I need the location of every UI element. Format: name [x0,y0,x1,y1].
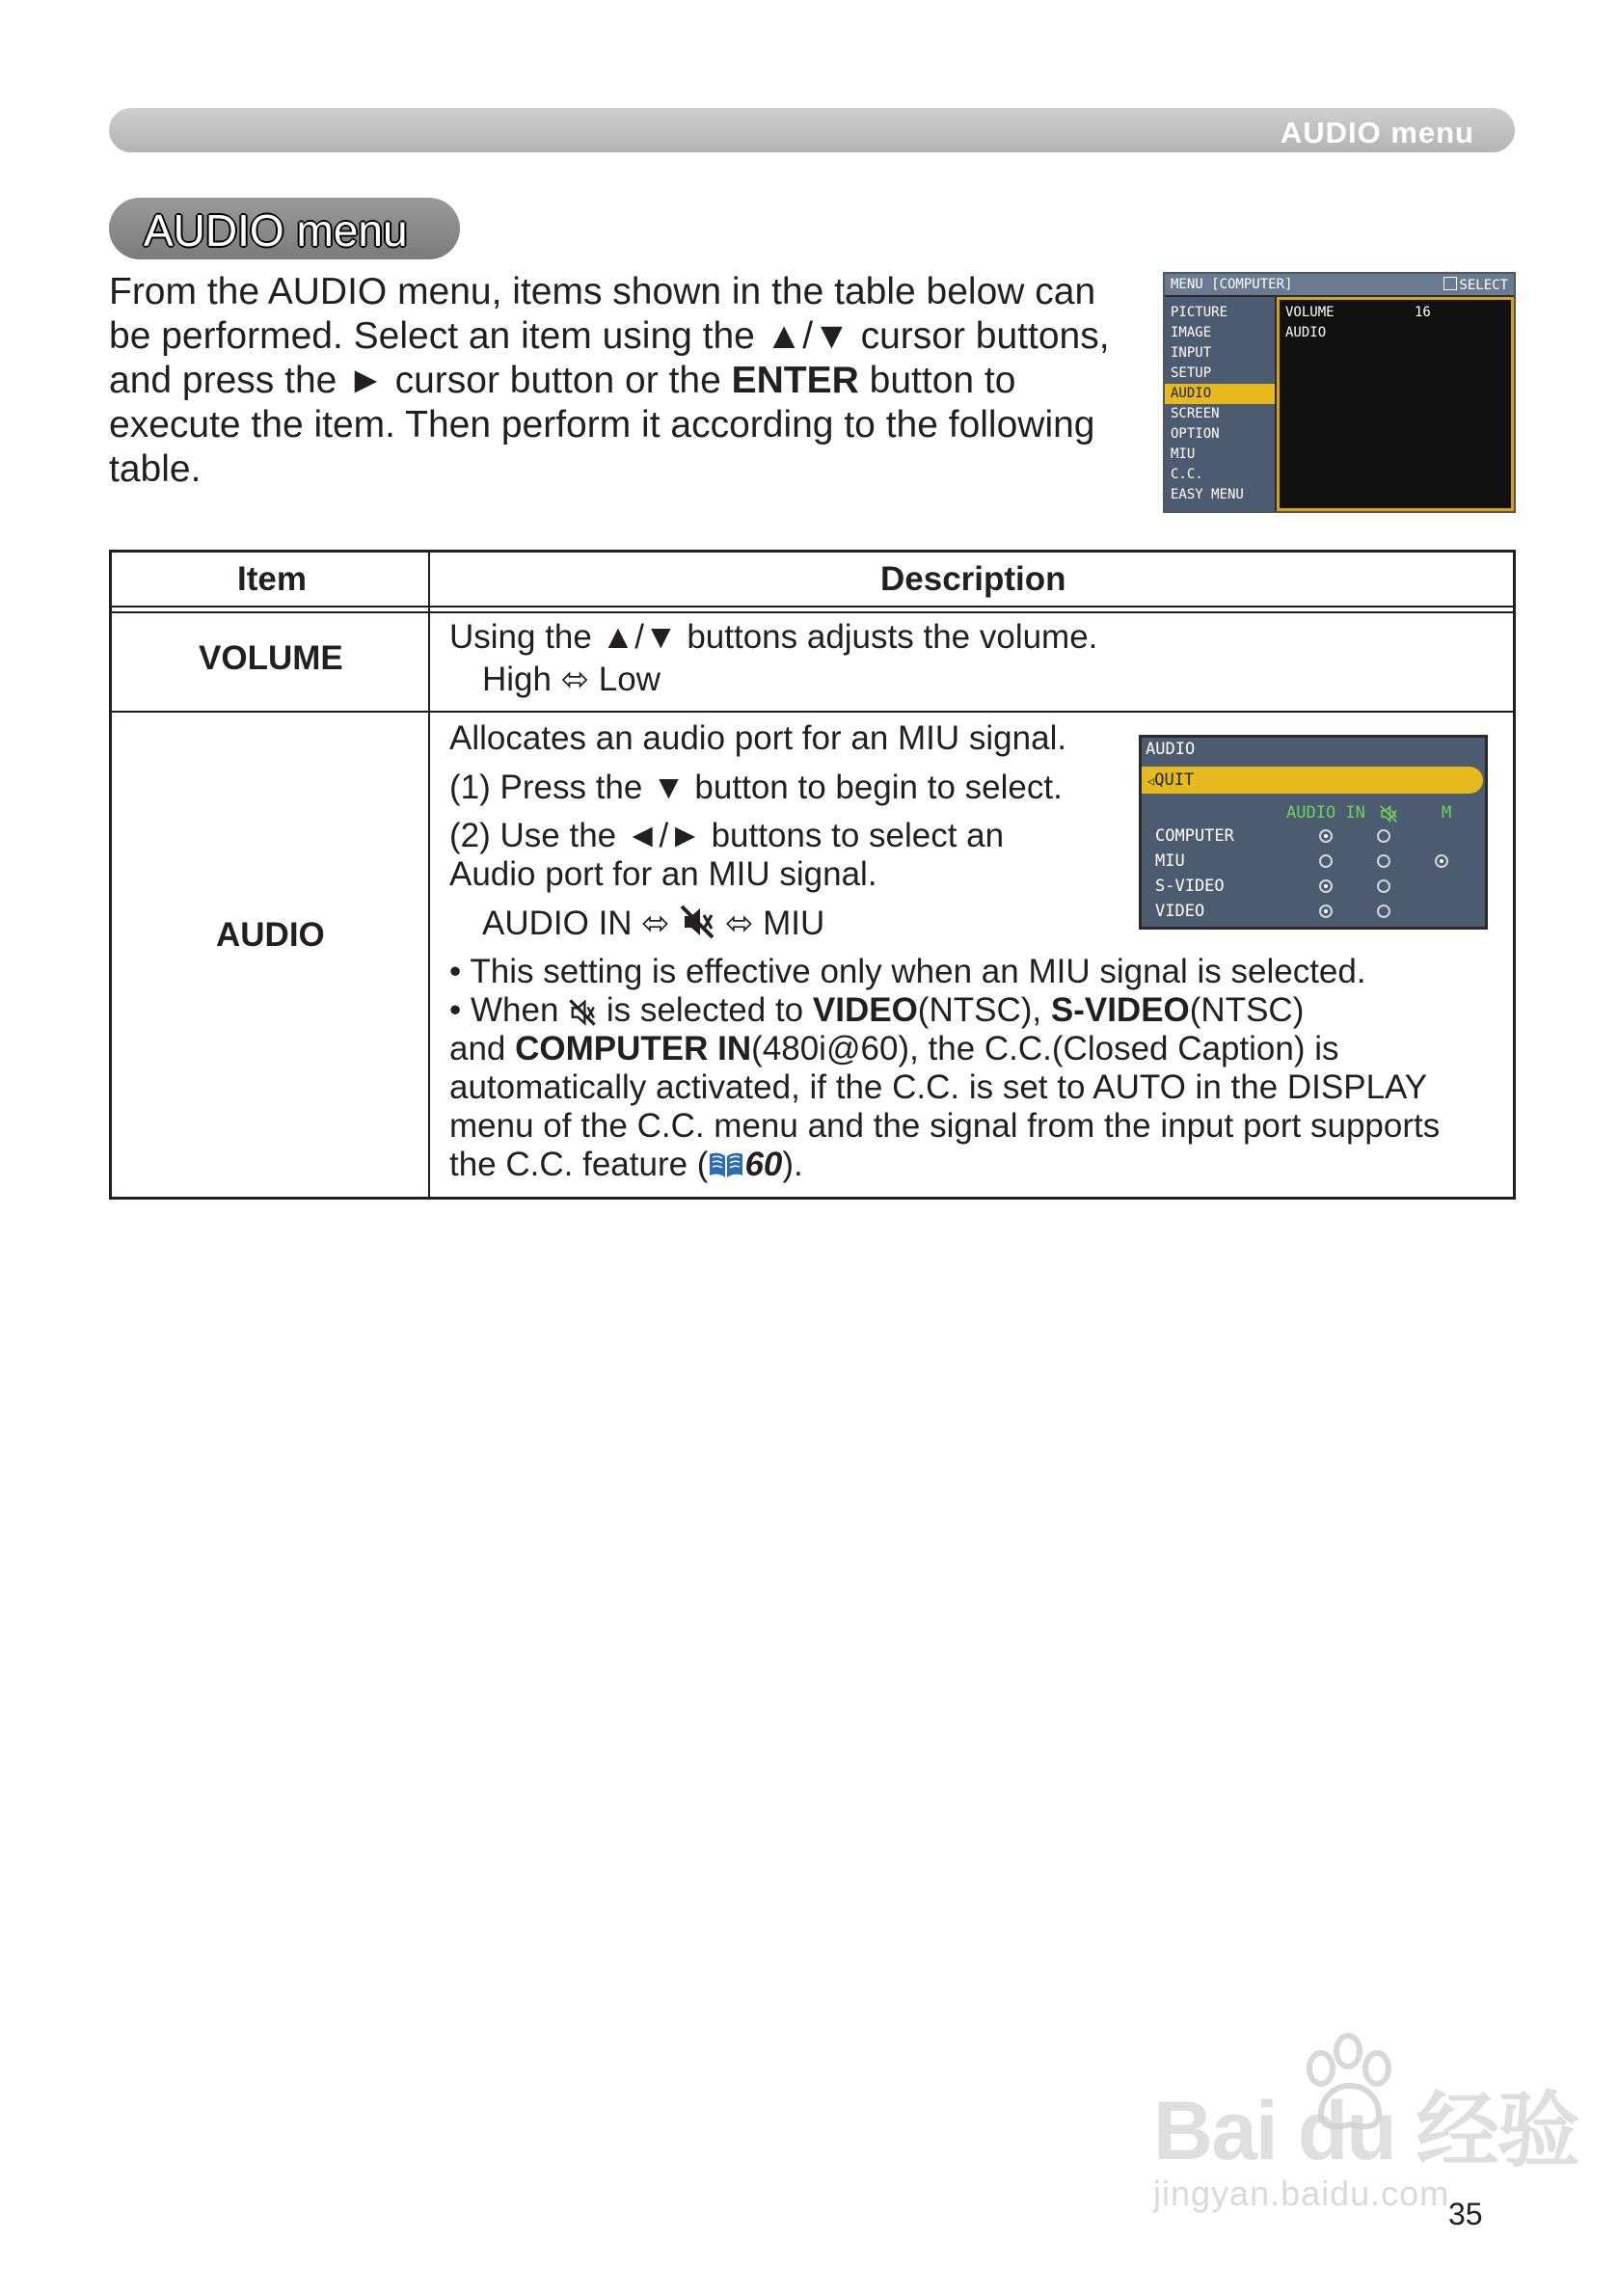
projector-menu-item-input[interactable]: INPUT [1171,345,1212,361]
volume-description-1: Using the ▲/▼ buttons adjusts the volume. [449,618,1098,656]
projector-menu-header-right [1443,277,1508,293]
audio-row-video: VIDEO [1155,902,1205,921]
audio-note-2 [449,991,1304,1030]
projector-menu-item-image[interactable]: IMAGE [1171,325,1212,340]
radio-computer-mute[interactable] [1377,829,1390,843]
audio-note-1: • This setting is effective only when an MIU signal is selected. [449,953,1366,990]
intro-paragraph [109,270,1121,492]
projector-menu-header [1165,274,1514,295]
column-header-item: Item [237,560,307,598]
audio-note-5: menu of the C.C. menu and the signal from the input port supports [449,1107,1441,1145]
note2-text-a: • When [449,991,569,1029]
projector-menu-row-label: VOLUME [1285,305,1335,320]
radio-s-video-mute[interactable] [1377,879,1390,893]
select-icon [1443,277,1457,290]
audio-description-3b: Audio port for an MIU signal. [449,855,877,893]
radio-miu-m[interactable] [1435,854,1448,868]
and-text: and [449,1030,516,1067]
audio-description-3a: (2) Use the ◄/► buttons to select an [449,817,1005,854]
audio-note-3 [449,1030,1339,1068]
volume-description-2: High ⬄ Low [482,661,661,698]
projector-menu-item-miu[interactable]: MIU [1171,446,1196,462]
ntsc-1: (NTSC), [917,991,1051,1029]
mute-icon [679,904,715,940]
radio-s-video-audio-in[interactable] [1319,879,1333,893]
header-divider [112,606,1513,608]
intro-text-2: button to execute the item. Then perform it according to the following table. [109,360,1095,490]
projector-menu-screenshot [1163,272,1516,513]
projector-menu-item-setup[interactable]: SETUP [1171,365,1212,381]
note6-text-a: the C.C. feature ( [449,1146,709,1183]
column-m: M [1442,803,1452,823]
page-title: AUDIO menu [144,205,408,256]
title-pill [109,198,460,259]
audio-description-1: Allocates an audio port for an MIU signal. [449,719,1067,757]
mute-column-icon [1379,804,1398,824]
header-divider-double [112,611,1513,613]
column-audio-in: AUDIO IN [1286,803,1365,823]
projector-menu-row-value: 16 [1415,305,1431,320]
projector-menu-item-easy-menu[interactable]: EASY MENU [1171,487,1244,502]
mute-icon-small [568,998,597,1027]
radio-video-mute[interactable] [1377,905,1390,918]
note3-rest: (480i@60), the C.C.(Closed Caption) is [751,1030,1339,1067]
projector-menu-list [1165,297,1275,511]
projector-menu-item-screen[interactable]: SCREEN [1171,406,1220,421]
audio-submenu-title: AUDIO [1146,740,1196,759]
page-number: 35 [1448,2197,1483,2231]
audio-description-2: (1) Press the ▼ button to begin to select. [449,769,1063,806]
projector-menu-item-option[interactable]: OPTION [1171,426,1220,442]
projector-menu-row-audio[interactable] [1285,325,1326,340]
row-label-volume: VOLUME [199,639,343,677]
audio-row-computer: COMPUTER [1155,826,1234,846]
projector-menu-row-volume[interactable] [1285,305,1431,320]
audio-sequence [482,904,824,943]
quit-label [1147,770,1194,790]
watermark-logo [1153,2064,1578,2183]
back-arrow-icon: ◁ [1147,774,1155,788]
audio-submenu-screenshot [1139,735,1488,930]
reference-page-link[interactable]: 60 [744,1146,783,1183]
note6-text-b: ). [782,1146,803,1183]
radio-computer-audio-in[interactable] [1319,829,1333,843]
book-reference-icon[interactable] [708,1150,744,1179]
enter-keyword: ENTER [731,360,859,401]
svideo-keyword: S-VIDEO [1050,991,1190,1029]
header-bar [109,108,1515,152]
projector-menu-header-left: MENU [COMPUTER] [1171,277,1293,292]
sequence-start: AUDIO IN ⬄ [482,905,680,942]
projector-menu-row-label: AUDIO [1285,325,1327,340]
projector-menu-item-audio[interactable]: AUDIO [1165,384,1275,404]
radio-miu-audio-in[interactable] [1319,854,1333,868]
computer-in-keyword: COMPUTER IN [515,1030,752,1067]
audio-note-4: automatically activated, if the C.C. is set to AUTO in the DISPLAY [449,1068,1428,1106]
radio-video-audio-in[interactable] [1319,905,1333,918]
watermark-url: jingyan.baidu.com [1153,2174,1450,2213]
sequence-end: ⬄ MIU [715,905,825,942]
ntsc-2: (NTSC) [1189,991,1305,1029]
row-label-audio: AUDIO [216,916,325,954]
note2-text-b: is selected to [597,991,813,1029]
row-divider [112,711,1513,713]
quit-text: QUIT [1154,770,1195,790]
column-header-description: Description [880,560,1066,598]
audio-row-miu: MIU [1155,851,1185,871]
select-label: SELECT [1459,278,1508,293]
quit-row [1142,767,1483,794]
video-keyword: VIDEO [812,991,918,1029]
projector-menu-item-picture[interactable]: PICTURE [1171,305,1228,320]
audio-row-s-video: S-VIDEO [1155,877,1225,896]
radio-miu-mute[interactable] [1377,854,1390,868]
intro-text-1: From the AUDIO menu, items shown in the table below can be performed. Select an item using the ▲/▼ cursor buttons, and press the ► cursor button or the [109,271,1110,401]
audio-note-6 [449,1146,803,1184]
section-label: AUDIO menu [1280,116,1474,149]
column-divider [428,553,430,1197]
projector-menu-panel [1277,297,1514,511]
projector-menu-item-c-c[interactable]: C.C. [1171,467,1203,482]
watermark-logo-text: Bai du 经验 [1153,2085,1578,2177]
